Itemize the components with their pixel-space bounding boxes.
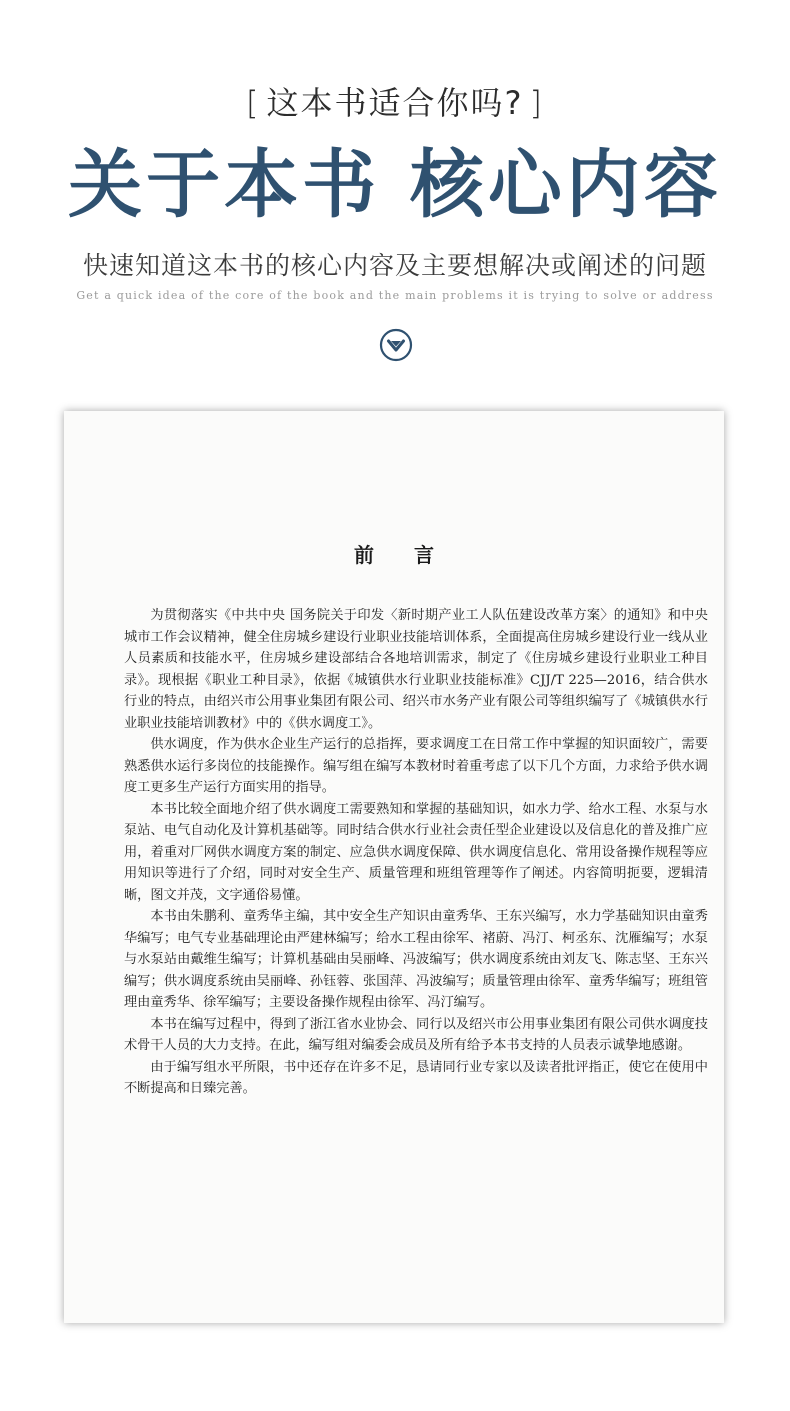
right-bracket: ] — [529, 84, 544, 122]
main-title: 关于本书 核心内容 — [68, 142, 722, 228]
preface-paragraph: 由于编写组水平所限，书中还存在许多不足，恳请同行业专家以及读者批评指正，使它在使用中不断提高和日臻完善。 — [124, 1059, 708, 1096]
left-bracket: [ — [246, 84, 261, 122]
kicker-text: 这本书适合你吗? — [266, 84, 524, 122]
preface-paragraph: 本书在编写过程中，得到了浙江省水业协会、同行以及绍兴市公用事业集团有限公司供水调度技术骨干人员的大力支持。在此，编写组对编委会成员及所有给予本书支持的人员表示诚挚地感谢。 — [124, 1016, 708, 1053]
intro-header — [0, 0, 790, 400]
subtitle-chinese: 快速知道这本书的核心内容及主要想解决或阐述的问题 — [82, 251, 707, 280]
preface-title: 前言 — [354, 543, 474, 567]
section-kicker — [0, 78, 790, 124]
preface-paragraph: 为贯彻落实《中共中央 国务院关于印发〈新时期产业工人队伍建设改革方案〉的通知》和中央城市工作会议精神，健全住房城乡建设行业职业技能培训体系，全面提高住房城乡建设行业一线从业人员素质和技能水平，住房城乡建设部结合各地培训需求，制定了《住房城乡建设行业职业工种目录》。现根据《职业工种目录》，依据《城镇供水行业职业技能标准》CJJ/T 225—2016，结合供水行业的特点，由绍兴市公用事业集团有限公司、绍兴市水务产业有限公司等组织编写了《城镇供水行业职业技能培训教材》中的《供水调度工》。 — [124, 608, 708, 731]
preface-paragraph: 本书由朱鹏利、童秀华主编，其中安全生产知识由童秀华、王东兴编写，水力学基础知识由童秀华编写；电气专业基础理论由严建林编写；给水工程由徐军、褚蔚、冯汀、柯丞东、沈雁编写；水泵与水泵站由戴维生编写；计算机基础由吴丽峰、冯波编写；供水调度系统由刘友飞、陈志坚、王东兴编写；供水调度系统由吴丽峰、孙钰蓉、张国萍、冯波编写；质量管理由徐军、童秀华编写；班组管理由童秀华、徐军编写；主要设备操作规程由徐军、冯汀编写。 — [124, 909, 708, 1010]
preface-body — [124, 605, 708, 1100]
subtitle-english: Get a quick idea of the core of the book and the main problems it is trying to solve or address — [76, 289, 714, 302]
book-page-scan — [64, 411, 724, 1323]
chevron-down-circle-icon — [379, 328, 413, 362]
preface-paragraph: 供水调度，作为供水企业生产运行的总指挥，要求调度工在日常工作中掌握的知识面较广，需要熟悉供水运行多岗位的技能操作。编写组在编写本教材时着重考虑了以下几个方面，力求给予供水调度工更多生产运行方面实用的指导。 — [124, 737, 708, 795]
preface-paragraph: 本书比较全面地介绍了供水调度工需要熟知和掌握的基础知识，如水力学、给水工程、水泵与水泵站、电气自动化及计算机基础等。同时结合供水行业社会责任型企业建设以及信息化的普及推广应用，着重对厂网供水调度方案的制定、应急供水调度保障、供水调度信息化、常用设备操作规程等应用知识等进行了介绍，同时对安全生产、质量管理和班组管理等作了阐述。内容简明扼要，逻辑清晰，图文并茂，文字通俗易懂。 — [124, 801, 708, 903]
